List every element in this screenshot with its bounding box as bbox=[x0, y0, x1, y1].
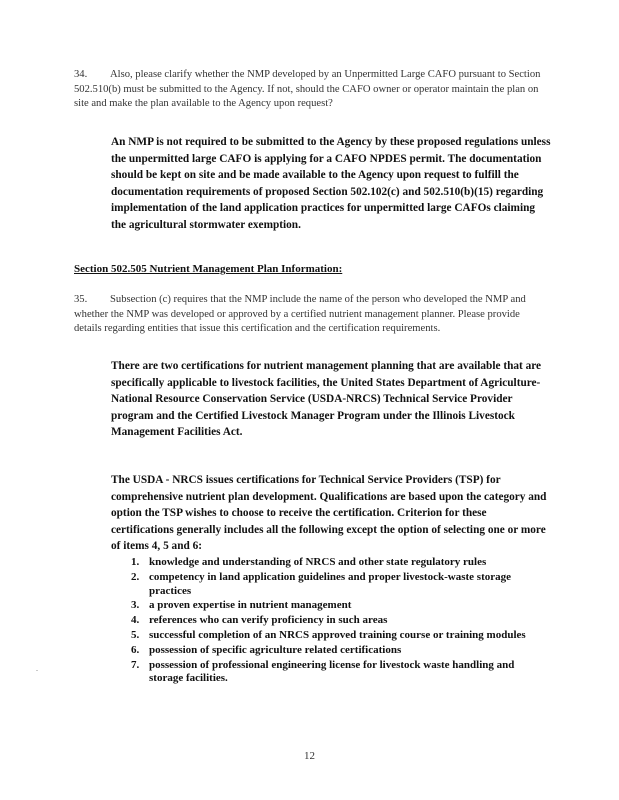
criteria-list bbox=[131, 556, 531, 687]
list-item: 2. competency in land application guidelines and proper livestock-waste storage practices bbox=[131, 570, 511, 597]
question-number: 34. bbox=[74, 69, 88, 80]
question-number: 35. bbox=[74, 294, 88, 305]
margin-mark: . bbox=[36, 664, 38, 673]
question-34 bbox=[74, 68, 544, 112]
answer-35-paragraph-1 bbox=[111, 358, 551, 441]
list-item: 7. possession of professional engineering license for livestock waste handling and storage facilities. bbox=[131, 658, 515, 685]
question-text: Also, please clarify whether the NMP developed by an Unpermitted Large CAFO pursuant to Section 502.510(b) must be submitted to the Agency. If not, should the CAFO owner or operator maintain the plan on site and make the plan available to the Agency upon request? bbox=[74, 69, 541, 110]
list-item: 3. a proven expertise in nutrient management bbox=[131, 599, 352, 612]
list-item: 1. knowledge and understanding of NRCS and other state regulatory rules bbox=[131, 556, 487, 568]
list-item: 5. successful completion of an NRCS approved training course or training modules bbox=[131, 628, 526, 641]
answer-35-paragraph-2 bbox=[111, 472, 551, 555]
answer-text: The USDA - NRCS issues certifications for Technical Service Providers (TSP) for comprehensive nutrient plan development. Qualifications are based upon the category and option the TSP wishes to choose to receive the certification. Criterion for these certifications generally includes all the following except the option of selecting one or more of items 4, 5 and 6: bbox=[111, 474, 547, 553]
answer-34 bbox=[111, 134, 551, 234]
section-heading: Section 502.505 Nutrient Management Plan Information: bbox=[74, 263, 343, 275]
list-item: 6. possession of specific agriculture related certifications bbox=[131, 643, 402, 656]
answer-text: There are two certifications for nutrient management planning that are available that are specifically applicable to livestock facilities, the United States Department of Agriculture-National Resource Conservation Service (USDA-NRCS) Technical Service Provider program and the Certified Livestock Manager Program under the Illinois Livestock Management Facilities Act. bbox=[111, 360, 542, 439]
answer-text: An NMP is not required to be submitted to the Agency by these proposed regulations unless the unpermitted large CAFO is applying for a CAFO NPDES permit. The documentation should be kept on site and be made available to the Agency upon request to fulfill the documentation requirements of proposed Section 502.102(c) and 502.510(b)(15) regarding implementation of the land application practices for unpermitted large CAFOs claiming the agricultural stormwater exemption. bbox=[111, 136, 551, 231]
page-number: 12 bbox=[304, 750, 315, 762]
list-item: 4. references who can verify proficiency in such areas bbox=[131, 614, 388, 627]
question-text: Subsection (c) requires that the NMP include the name of the person who developed the NMP and whether the NMP was developed or approved by a certified nutrient management planner. Please provide details regarding entities that issue this certification and the certification requirements. bbox=[74, 294, 526, 335]
question-35 bbox=[74, 293, 544, 337]
